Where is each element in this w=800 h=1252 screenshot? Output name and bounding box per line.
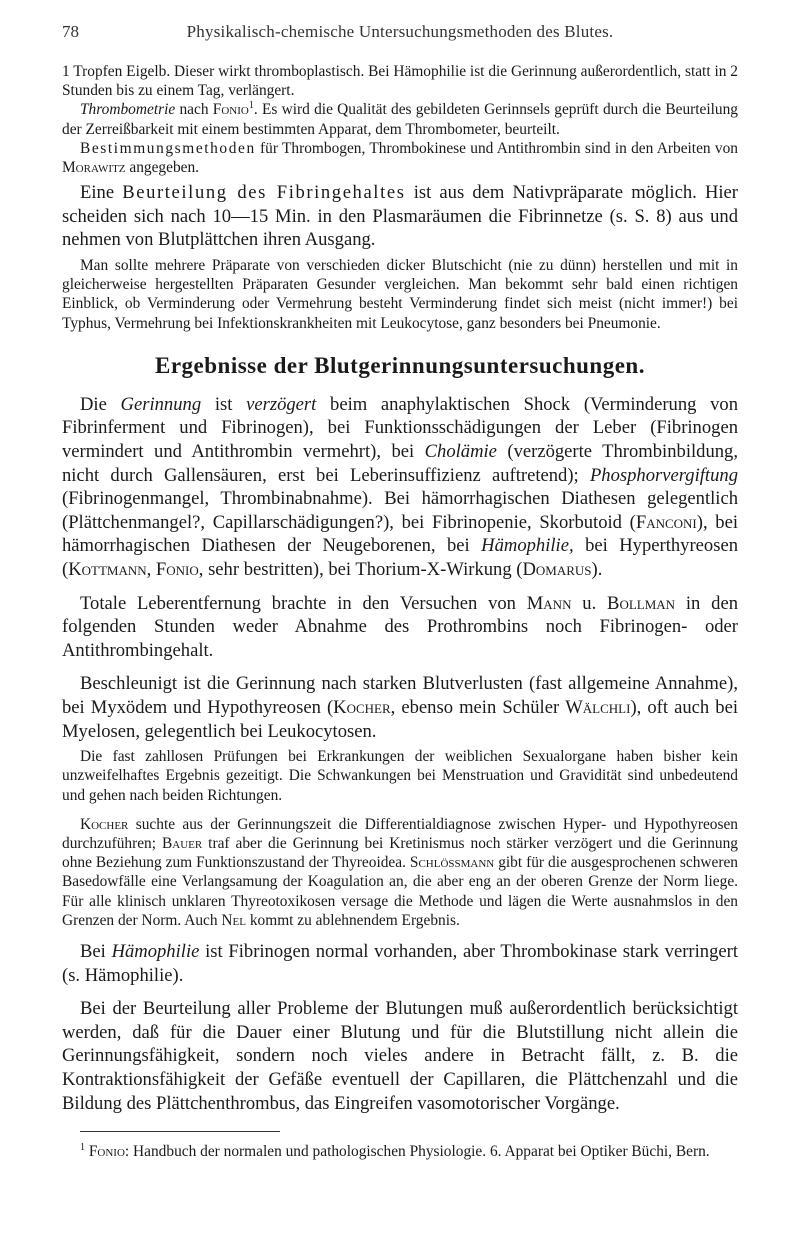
paragraph-pruefungen: Die fast zahllosen Prüfungen bei Erkrankungen der weiblichen Sexualorgane haben bisher kein unzweifelhaftes Ergebnis gezeitigt. Die Schwankungen bei Menstruation und Gravidität sind unbedeutend und gehen nach beiden Richtungen.: [62, 748, 738, 804]
author-name: Kottmann: [68, 558, 147, 580]
author-name: Domarus: [522, 558, 592, 580]
author-name: Fonio: [88, 1143, 125, 1161]
author-name: Wälchli: [565, 696, 631, 718]
paragraph-leberentfernung: Totale Leberentfernung brachte in den Versuchen von Mann u. Bollman in den folgenden Stunden weder Abnahme des Prothrombins noch Fibrinogen- oder Antithrombingehalt.: [62, 592, 738, 661]
author-name: Bollman: [607, 592, 676, 614]
author-name: Mann: [526, 592, 572, 614]
paragraph-praeparate: Man sollte mehrere Präparate von verschieden dicker Blutschicht (nie zu dünn) herstellen und mit in gleicherweise hergestellten Präparaten Gesunder vergleichen. Man bekommt sehr bald einen richtigen Einblick, ob Verminderung oder Vermehrung besteht Verminderung findet sich meist (nicht immer!) bei Typhus, Vermehrung bei Infektionskrankheiten mit Leukocytose, ganz besonders bei Pneumonie.: [62, 257, 738, 332]
running-header: [62, 22, 738, 62]
footnote-divider: [80, 1131, 280, 1132]
paragraph-haemophilie: Bei Hämophilie ist Fibrinogen normal vorhanden, aber Thrombokinase stark verringert (s. Hämophilie).: [62, 940, 738, 986]
author-name: Fonio: [155, 558, 199, 580]
paragraph-beschleunigt: Beschleunigt ist die Gerinnung nach starken Blutverlusten (fast allgemeine Annahme), bei Myxödem und Hypothyreosen (Kocher, ebenso mein Schüler Wälchli), oft auch bei Myelosen, gelegentlich bei Leukocytosen.: [62, 673, 738, 742]
paragraph-fibringehalt: Eine Beurteilung des Fibringehaltes ist aus dem Nativpräparate möglich. Hier scheiden sich nach 10—15 Min. in den Plasmaräumen die Fibrinnetze (s. S. 8) aus und nehmen von Blutplättchen ihren Ausgang.: [62, 182, 738, 251]
paragraph-kocher: Kocher suchte aus der Gerinnungszeit die Differentialdiagnose zwischen Hyper- und Hypothyreosen durchzuführen; Bauer traf aber die Gerinnung bei Kretinismus noch stärker verzögert und die Gerinnung ohne Beziehung zum Funktionszustand der Thyreoidea. Schlössmann gibt für die ausgesprochenen schweren Basedowfälle eine Verlangsamung der Koagulation an, die aber eng an der oberen Grenze der Norm liege. Für alle klinisch unklaren Thyreotoxikosen versage die Methode und lägen die Werte ausnahmslos in den Grenzen der Norm. Auch Nel kommt zu ablehnendem Ergebnis.: [62, 815, 738, 929]
author-name: Kocher: [333, 696, 391, 718]
term-thrombometrie: Thrombometrie: [80, 101, 176, 119]
author-name: Bauer: [161, 834, 203, 852]
document-page: [62, 22, 738, 1162]
section-title: Ergebnisse der Blutgerinnungsuntersuchungen.: [155, 352, 645, 378]
running-title: Physikalisch-chemische Untersuchungsmethoden des Blutes.: [186, 22, 614, 41]
paragraph-blutungen: Bei der Beurteilung aller Probleme der Blutungen muß außerordentlich berücksichtigt werden, daß für die Dauer einer Blutung und für die Blutstillung nicht allein die Gerinnungsfähigkeit, sondern noch vieles andere in Betracht fällt, z. B. die Kontraktionsfähigkeit der Gefäße eventuell der Capillaren, die Plättchenzahl und die Bildung des Plättchenthrombus, das Eingreifen vasomotorischer Vorgänge.: [62, 998, 738, 1114]
author-name: Kocher: [80, 815, 129, 833]
page-number: 78: [62, 22, 79, 41]
author-name: Nel: [221, 911, 246, 929]
paragraph-bestimmungsmethoden: Bestimmungsmethoden für Thrombogen, Thrombokinese und Antithrombin sind in den Arbeiten von Morawitz angegeben.: [62, 139, 738, 177]
author-name: Fanconi: [635, 511, 697, 533]
paragraph-gerinnung-verzoegert: Die Gerinnung ist verzögert beim anaphylaktischen Shock (Verminderung von Fibrinferment und Fibrinogen), bei Funktionsschädigungen der Leber (Fibrinogen vermindert und Antithrombin vermehrt), bei Cholämie (verzögerte Thrombinbildung, nicht durch Gallensäuren, erst bei Leberinsuffizienz auftretend); Phosphorvergiftung (Fibrinogenmangel, Thrombinabnahme). Bei hämorrhagischen Diathesen gelegentlich (Plättchenmangel?, Capillarschädigungen?), bei Fibrinopenie, Skorbutoid (Fanconi), bei hämorrhagischen Diathesen der Neugeborenen, bei Hämophilie, bei Hyperthyreosen (Kottmann, Fonio, sehr bestritten), bei Thorium-X-Wirkung (Domarus).: [62, 393, 738, 580]
footnote: $^1$ Fonio: Handbuch der normalen und pathologischen Physiologie. 6. Apparat bei Optiker Büchi, Bern.: [80, 1142, 710, 1161]
author-name: Schlössmann: [409, 854, 495, 872]
spaced-term: Bestimmungsmethoden: [80, 139, 256, 157]
paragraph-eigelb: 1 Tropfen Eigelb. Dieser wirkt thromboplastisch. Bei Hämophilie ist die Gerinnung außerordentlich, statt in 2 Stunden bis zu einem Tag, verlängert.: [62, 63, 738, 100]
footnote-mark: 1: [248, 100, 254, 112]
spaced-term: Beurteilung des Fibringehaltes: [122, 182, 406, 204]
author-name: Morawitz: [62, 159, 126, 177]
author-name: Fonio: [212, 101, 249, 119]
footnote-mark: 1: [80, 1142, 85, 1154]
paragraph-thrombometrie: Thrombometrie nach Fonio$^1$. Es wird die Qualität des gebildeten Gerinnsels geprüft durch die Beurteilung der Zerreißbarkeit mit einem bestimmten Apparat, dem Thrombometer, beurteilt.: [62, 100, 739, 138]
